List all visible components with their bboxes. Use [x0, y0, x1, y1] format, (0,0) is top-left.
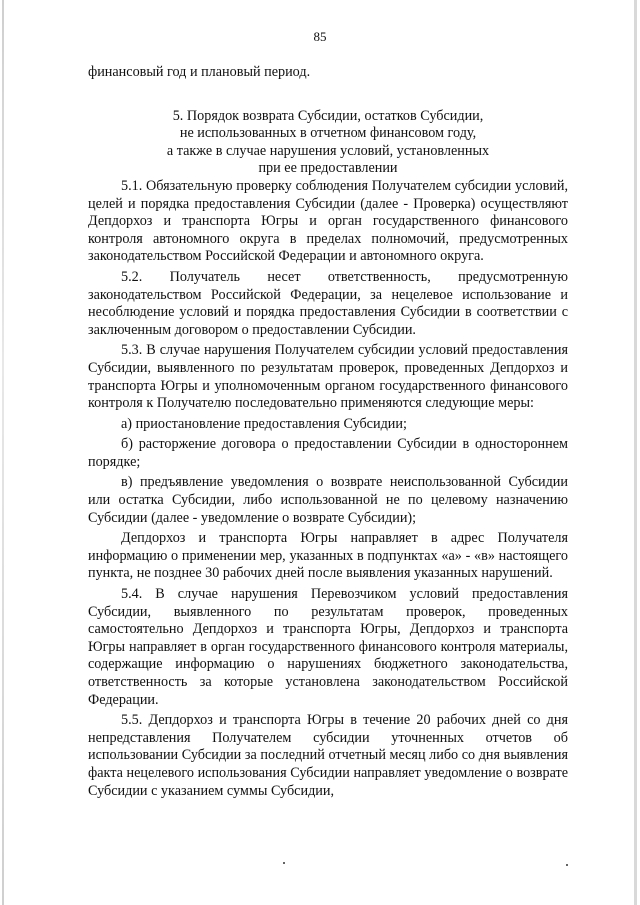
paragraph-5-1: 5.1. Обязательную проверку соблюдения Получателем субсидии условий, целей и порядка предоставления Субсидии (далее - Проверка) осуществляют Депдорхоз и транспорта Югры и орган государственного финансового контроля автономного округа в пределах полномочий, предусмотренных законодательством Российской Федерации и автономного округа.: [88, 177, 568, 265]
lead-text: финансовый год и плановый период.: [88, 64, 311, 80]
list-item-a: а) приостановление предоставления Субсидии;: [121, 415, 407, 432]
document-body: [88, 64, 568, 800]
paragraph-5-3: 5.3. В случае нарушения Получателем субсидии условий предоставления Субсидии, выявленного по результатам проверок, проведенных Депдорхоз и транспорта Югры и уполномоченным органом государственного финансового контроля к Получателю последовательно применяются следующие меры:: [88, 342, 568, 412]
page-number: 85: [313, 29, 327, 44]
section-heading-line: не использованных в отчетном финансовом году,: [179, 125, 477, 142]
paragraph-5-4: 5.4. В случае нарушения Перевозчиком условий предоставления Субсидии, выявленного по результатам проверок, проведенных самостоятельно Депдорхоз и транспорта Югры, Депдорхоз и транспорта Югры направляет в орган государственного финансового контроля материалы, содержащие информацию о нарушениях бюджетного законодательства, ответственность за которые установлена законодательством Российской Федерации.: [88, 586, 568, 708]
scan-speck: [283, 862, 285, 864]
section-heading-line: а также в случае нарушения условий, установленных: [166, 142, 490, 159]
section-heading-line: 5. Порядок возврата Субсидии, остатков Субсидии,: [172, 107, 484, 124]
list-item-c: в) предъявление уведомления о возврате неиспользованной Субсидии или остатка Субсидии, либо использованной не по целевому назначению Субсидии (далее - уведомление о возврате Субсидии);: [88, 474, 568, 526]
list-item-b: б) расторжение договора о предоставлении Субсидии в одностороннем порядке;: [88, 436, 568, 470]
scan-edge-right: [634, 0, 637, 905]
paragraph-notification: Депдорхоз и транспорта Югры направляет в адрес Получателя информацию о применении мер, указанных в подпунктах «а» - «в» настоящего пункта, не позднее 30 рабочих дней после выявления указанных нарушений.: [88, 530, 568, 582]
section-heading: [88, 108, 568, 178]
scan-edge-left: [2, 0, 4, 905]
paragraph-5-2: 5.2. Получатель несет ответственность, предусмотренную законодательством Российской Федерации, за нецелевое использование и несоблюдение условий и порядка предоставления Субсидии в соответствии с заключенным договором о предоставлении Субсидии.: [88, 268, 568, 338]
paragraph-5-5: 5.5. Депдорхоз и транспорта Югры в течение 20 рабочих дней со дня непредставления Получателем субсидии уточненных отчетов об использовании Субсидии за последний отчетный месяц либо со дня выявления факта нецелевого использования Субсидии направляет уведомление о возврате Субсидии с указанием суммы Субсидии,: [88, 712, 568, 799]
scan-speck: [566, 864, 568, 866]
section-heading-line: при ее предоставлении: [258, 160, 398, 177]
